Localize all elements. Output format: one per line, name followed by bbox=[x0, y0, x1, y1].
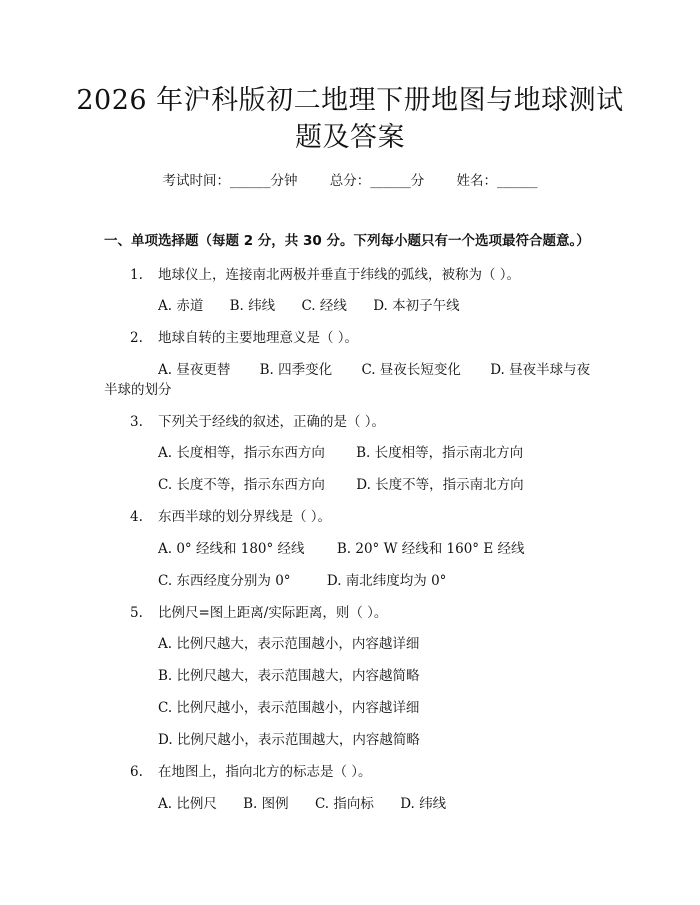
option-c: C. 长度不等，指示东西方向 bbox=[158, 477, 325, 493]
question-4-options-row-1 bbox=[158, 537, 547, 557]
exam-score: 总分：______分 bbox=[329, 173, 425, 189]
option-c: C. 经线 bbox=[301, 298, 347, 314]
option-b: B. 比例尺越大，表示范围越大，内容越简略 bbox=[158, 668, 420, 684]
question-5 bbox=[130, 601, 387, 621]
exam-meta bbox=[0, 169, 700, 189]
question-number: 1. bbox=[130, 267, 143, 283]
question-3 bbox=[130, 410, 385, 430]
option-b: B. 图例 bbox=[243, 796, 289, 812]
student-name: 姓名：______ bbox=[456, 173, 538, 189]
question-stem: 东西半球的划分界线是（ ）。 bbox=[158, 509, 332, 525]
question-number: 2. bbox=[130, 330, 143, 346]
option-b: B. 纬线 bbox=[229, 298, 276, 314]
question-4 bbox=[130, 505, 331, 525]
option-b: B. 20° W 经线和 160° E 经线 bbox=[336, 541, 525, 557]
title-line-1: 2026 年沪科版初二地理下册地图与地球测试 bbox=[76, 85, 624, 116]
question-stem: 地球自转的主要地理意义是（ ）。 bbox=[158, 330, 359, 346]
question-stem: 比例尺=图上距离/实际距离，则（ ）。 bbox=[158, 605, 388, 621]
option-c: C. 昼夜长短变化 bbox=[361, 362, 461, 378]
section-heading: 一、单项选择题（每题 2 分，共 30 分。下列每小题只有一个选项最符合题意。） bbox=[104, 233, 590, 249]
question-number: 3. bbox=[130, 414, 143, 430]
option-a: A. 比例尺越大，表示范围越小，内容越详细 bbox=[158, 636, 420, 652]
option-d: D. 长度不等，指示南北方向 bbox=[356, 477, 524, 493]
question-2 bbox=[130, 326, 358, 346]
option-c: C. 比例尺越小，表示范围越小，内容越详细 bbox=[158, 700, 420, 716]
question-1-options bbox=[158, 294, 482, 314]
question-2-options bbox=[158, 358, 590, 378]
question-6 bbox=[130, 760, 372, 780]
question-1 bbox=[130, 263, 520, 283]
question-stem: 地球仪上，连接南北两极并垂直于纬线的弧线，被称为（ ）。 bbox=[158, 267, 521, 283]
question-6-options bbox=[158, 792, 468, 812]
question-3-options-row-2 bbox=[158, 473, 546, 493]
option-a: A. 昼夜更替 bbox=[158, 362, 231, 378]
question-number: 5. bbox=[130, 605, 143, 621]
option-c: C. 指向标 bbox=[314, 796, 374, 812]
option-d: D. 本初子午线 bbox=[373, 298, 460, 314]
option-b: B. 四季变化 bbox=[259, 362, 333, 378]
question-3-options-row-1 bbox=[158, 441, 545, 461]
question-4-options-row-2 bbox=[158, 569, 468, 589]
exam-time: 考试时间：______分钟 bbox=[162, 173, 298, 189]
option-d: D. 纬线 bbox=[400, 796, 447, 812]
question-stem: 下列关于经线的叙述，正确的是（ ）。 bbox=[158, 414, 386, 430]
question-stem: 在地图上，指向北方的标志是（ ）。 bbox=[158, 764, 372, 780]
option-b: B. 长度相等，指示南北方向 bbox=[356, 445, 524, 461]
title-line-2: 题及答案 bbox=[295, 122, 405, 153]
question-number: 4. bbox=[130, 509, 143, 525]
option-d-continuation: 半球的划分 bbox=[104, 382, 172, 398]
document-title bbox=[60, 82, 640, 156]
option-a: A. 长度相等，指示东西方向 bbox=[158, 445, 325, 461]
option-a: A. 赤道 bbox=[158, 298, 204, 314]
option-d: D. 南北纬度均为 0° bbox=[326, 573, 447, 589]
option-c: C. 东西经度分别为 0° bbox=[158, 573, 291, 589]
option-a: A. 0° 经线和 180° 经线 bbox=[158, 541, 305, 557]
option-d: D. 昼夜半球与夜 bbox=[490, 362, 591, 378]
question-number: 6. bbox=[130, 764, 143, 780]
option-d: D. 比例尺越小，表示范围越大，内容越简略 bbox=[158, 732, 420, 748]
option-a: A. 比例尺 bbox=[158, 796, 217, 812]
